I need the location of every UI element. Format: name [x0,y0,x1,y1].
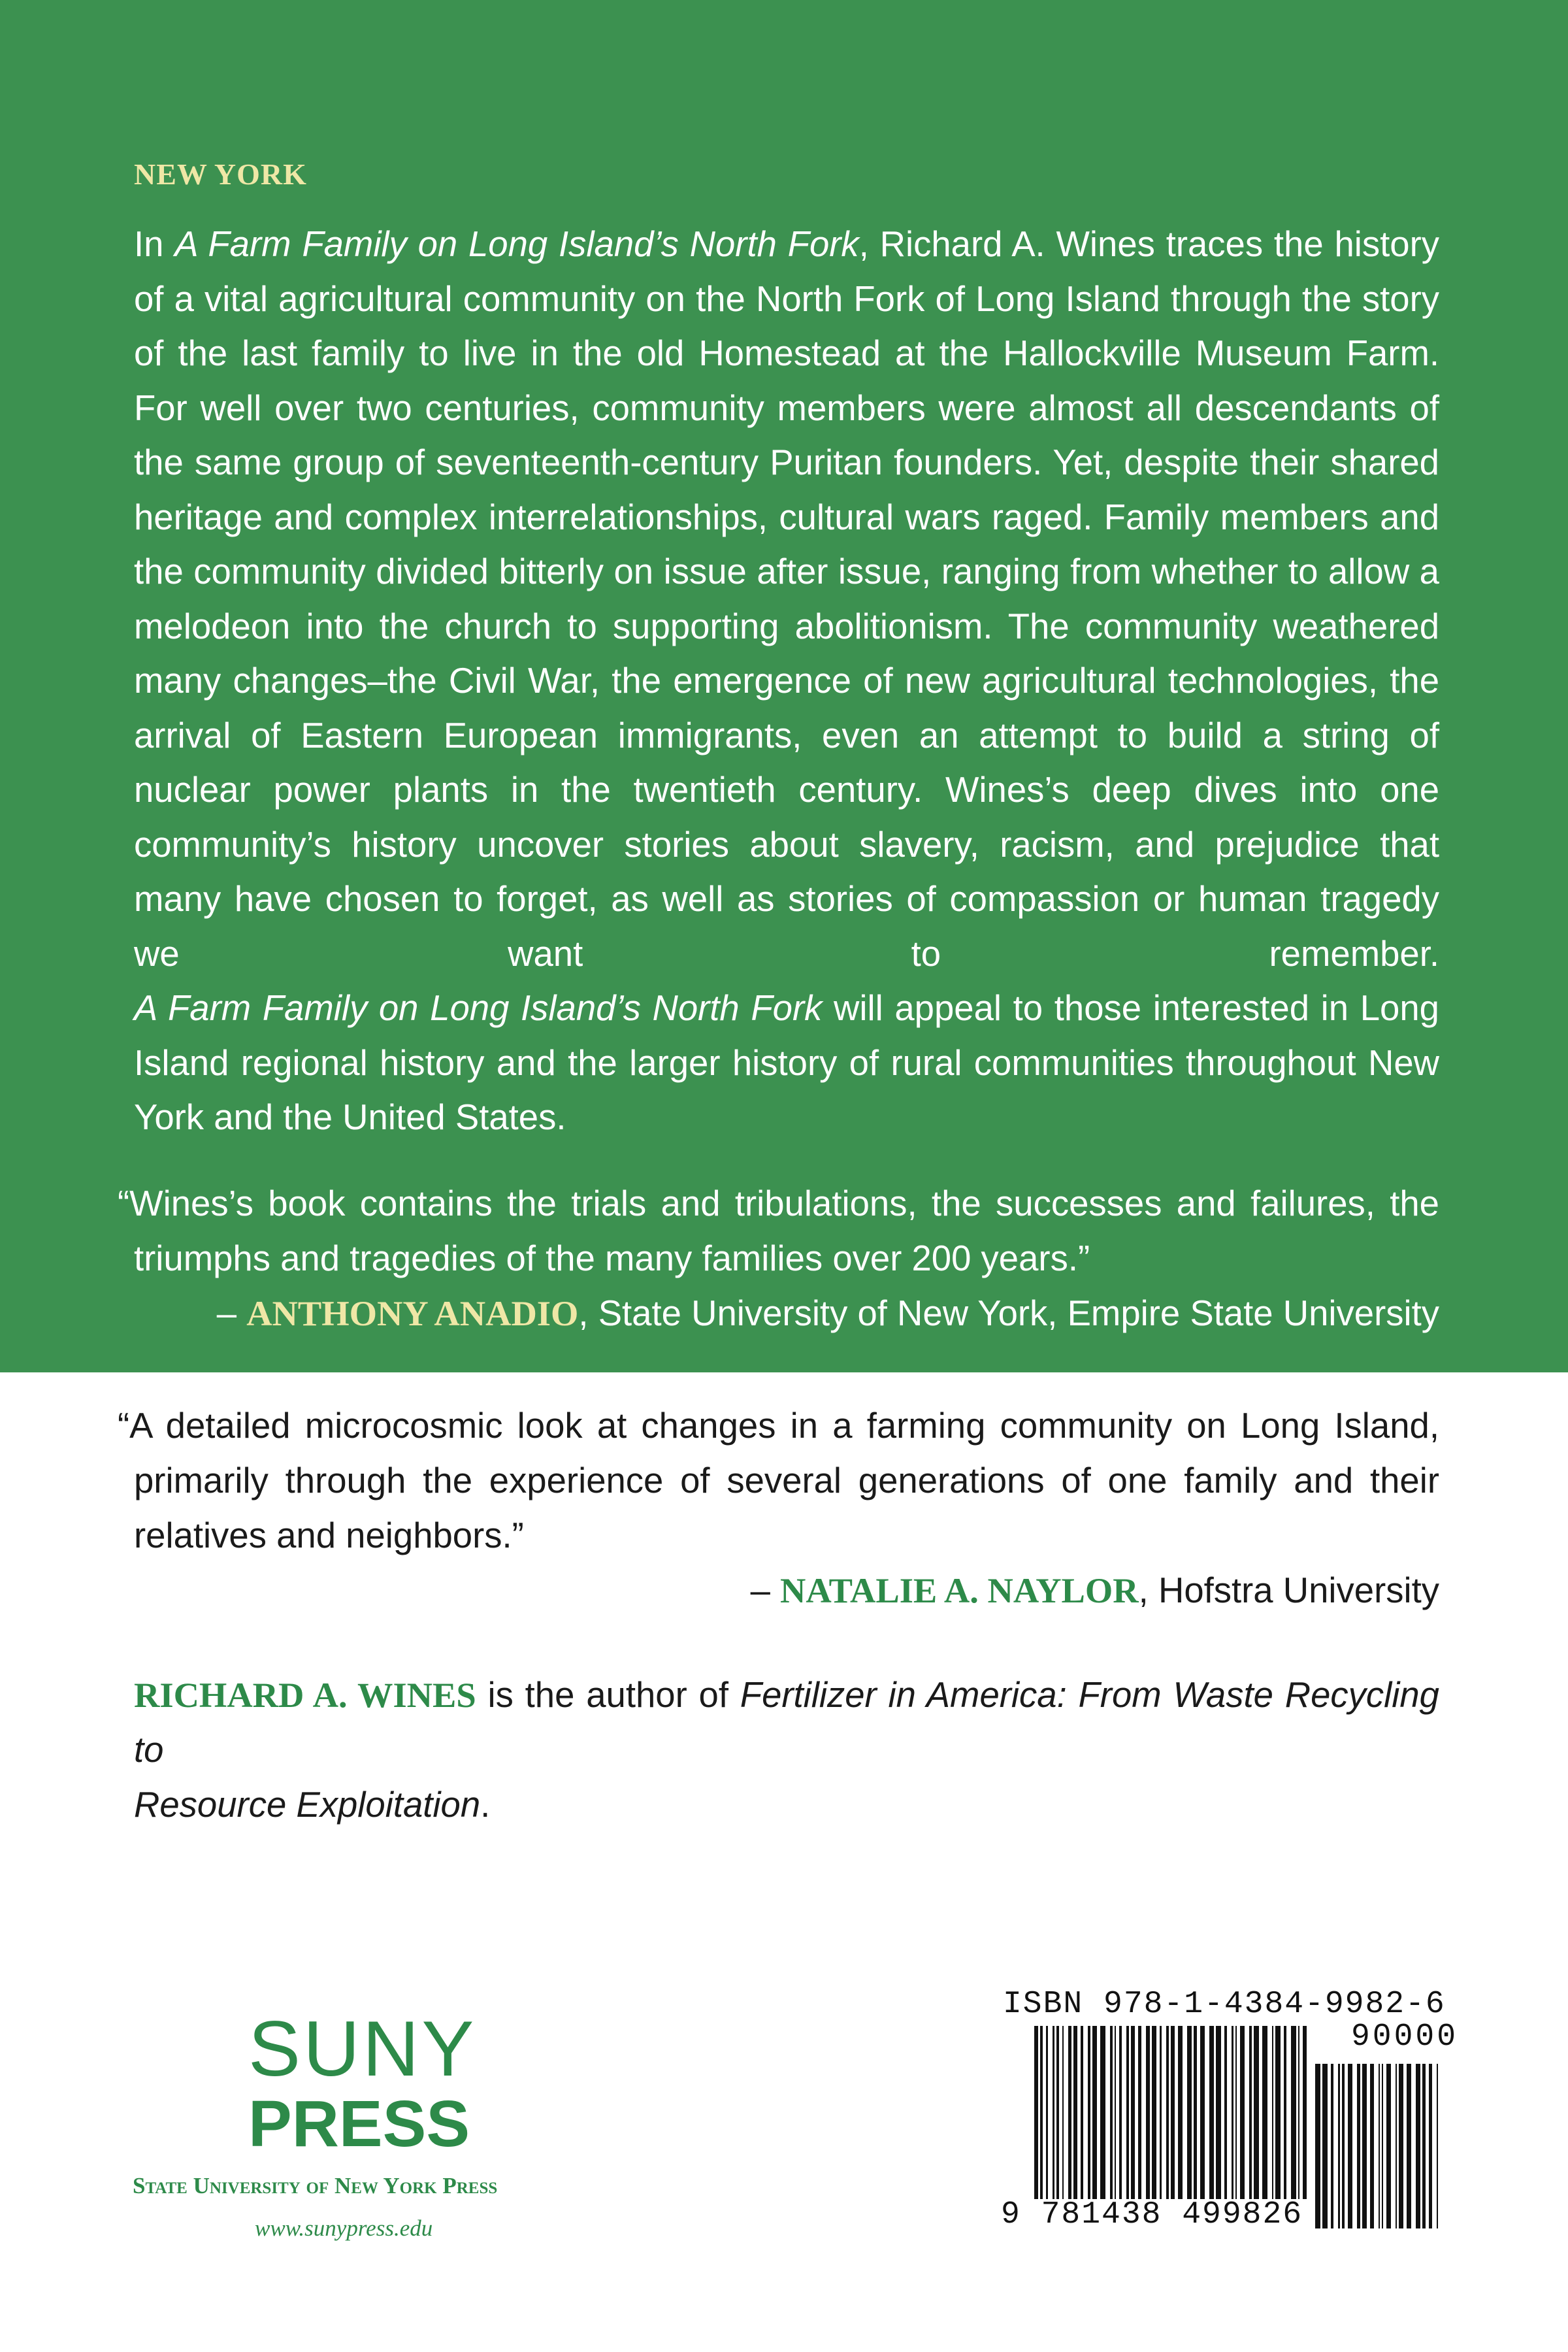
press-logo-text: PRESS [248,2087,470,2161]
other-book-title: Resource Exploitation [134,1785,481,1825]
suny-logo-text: SUNY [248,2005,477,2093]
quote-attribution: – NATALIE A. NAYLOR, Hofstra University [750,1570,1439,1610]
barcode-addon-digits: 90000 [1351,2019,1459,2055]
quote-line: primarily through the experience of several generations of one family and their [134,1461,1439,1500]
other-book-title: Fertilizer in America: From Waste Recycling to [134,1675,1439,1770]
barcode-digits: 9 781438 499826 [1001,2197,1303,2232]
description-paragraph-1: In A Farm Family on Long Island’s North Fork, Richard A. Wines traces the history of a vital agricultural community on the North Fork of Long Island through the story of the last family to live in the old Homestead at the Hallockville Museum Farm. For well over two centuries, community members were almost all descendants of the same group of seventeenth-century Puritan founders. Yet, despite their shared heritage and complex interrelationships, cultural wars raged. Family members and the community divided bitterly on issue after issue, ranging from whether to allow a melodeon into the church to supporting abolitionism. The community weathered many changes–the Civil War, the emergence of new agricultural technologies, the arrival of Eastern European immigrants, even an attempt to build a string of nuclear power plants in the twentieth century. Wines’s deep dives into one community’s history uncover stories about slavery, racism, and prejudice that many have chosen to forget, as well as stories of compassion or human tragedy we want to remember. [134,224,1439,974]
endorsement-anadio [118,1176,1439,1341]
publisher-name: State University of New York Press [133,2173,498,2198]
publisher-url: www.sunypress.edu [255,2215,433,2241]
endorser-name: NATALIE A. NAYLOR [780,1570,1139,1610]
quote-line: triumphs and tragedies of the many families over 200 years.” [134,1238,1090,1278]
quote-line: “A detailed microcosmic look at changes in a farming community on Long Island, [118,1406,1439,1446]
book-title: A Farm Family on Long Island’s North Fork [134,988,823,1028]
author-name: RICHARD A. WINES [134,1675,476,1715]
author-bio: RICHARD A. WINES is the author of Fertilizer in America: From Waste Recycling to Resource Exploitation. [134,1675,1439,1825]
category-label: NEW YORK [134,157,307,191]
book-title: A Farm Family on Long Island’s North Fork [174,224,859,264]
quote-line: relatives and neighbors.” [134,1516,524,1555]
quote-line: “Wines’s book contains the trials and tribulations, the successes and failures, the [118,1184,1439,1223]
endorsement-naylor [118,1399,1439,1618]
book-description [134,217,1439,1145]
isbn-label: ISBN 978-1-4384-9982-6 [1003,1987,1446,2022]
endorser-name: ANTHONY ANADIO [246,1293,579,1333]
description-paragraph-2: A Farm Family on Long Island’s North Fork will appeal to those interested in Long Island regional history and the larger history of rural communities throughout New York and the United States. [134,988,1439,1137]
quote-attribution: – ANTHONY ANADIO, State University of New York, Empire State University [216,1293,1439,1333]
